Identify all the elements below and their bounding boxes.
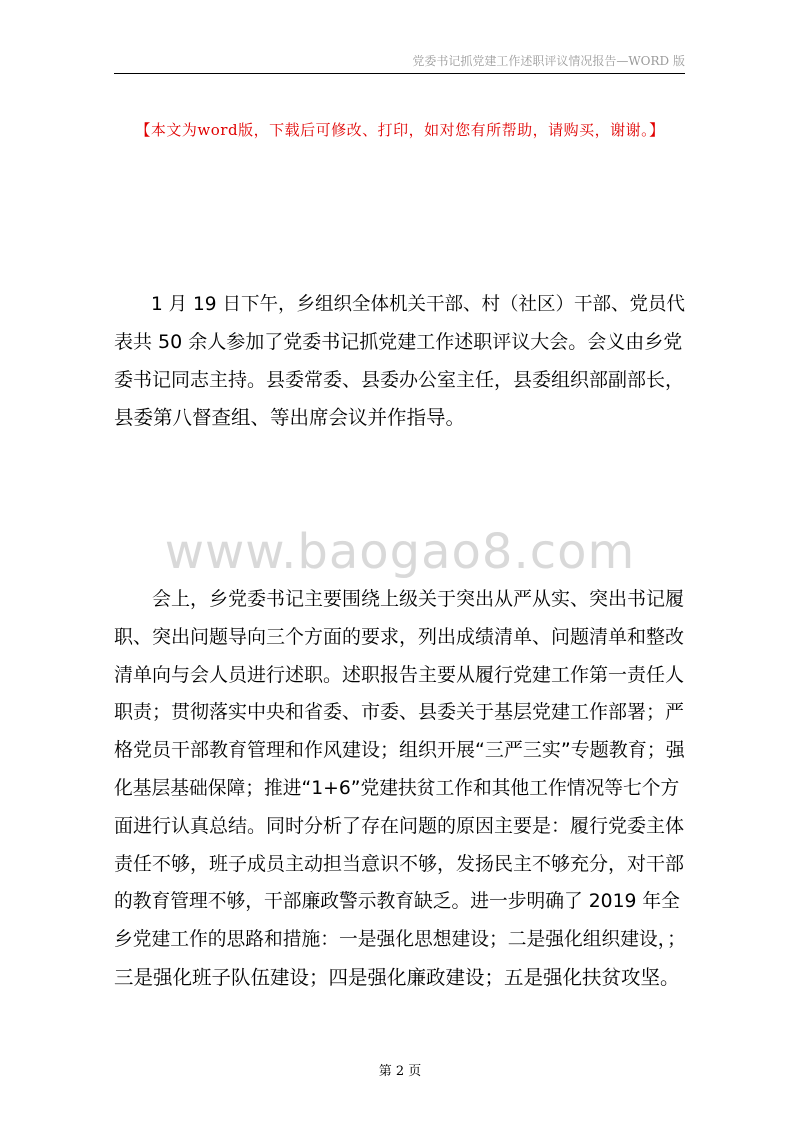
paragraph-line: 清单向与会人员进行述职。述职报告主要从履行党建工作第一责任人	[114, 663, 685, 686]
paragraph-line: 表共 50 余人参加了党委书记抓党建工作述职评议大会。会义由乡党	[114, 330, 683, 353]
paragraph-line: 委书记同志主持。县委常委、县委办公室主任，县委组织部副部长，	[114, 368, 685, 391]
paragraph-line: 1 月 19 日下午，乡组织全体机关干部、村（社区）干部、党员代	[114, 294, 685, 315]
paragraph-line: 面进行认真总结。同时分析了存在问题的原因主要是：履行党委主体	[114, 814, 685, 837]
paragraph-line: 县委第八督查组、等出席会议并作指导。	[114, 406, 466, 430]
page-number: 第 2 页	[378, 1064, 422, 1079]
paragraph-line: 的教育管理不够，干部廉政警示教育缺乏。进一步明确了 2019 年全	[114, 891, 680, 913]
paragraph-line: 职、突出问题导向三个方面的要求，列出成绩清单、问题清单和整改	[114, 625, 685, 648]
watermark: www.baogao8.com	[164, 524, 636, 580]
download-notice: 【本文为word版，下载后可修改、打印，如对您有所帮助，请购买，谢谢。】	[135, 121, 665, 139]
paragraph-2	[114, 581, 686, 997]
paragraph-line: 职责；贯彻落实中央和省委、市委、县委关于基层党建工作部署；严	[114, 701, 685, 724]
paragraph-line: 责任不够，班子成员主动担当意识不够，发扬民主不够充分，对干部	[114, 852, 685, 875]
paragraph-line: 会上，乡党委书记主要围绕上级关于突出从严从实、突出书记履	[114, 588, 685, 610]
paragraph-1	[114, 286, 686, 437]
paragraph-line: 化基层基础保障；推进“1+6”党建扶贫工作和其他工作情况等七个方	[114, 777, 680, 799]
paragraph-line: 格党员干部教育管理和作风建设；组织开展“三严三实”专题教育；强	[114, 739, 685, 762]
paragraph-line: 三是强化班子队伍建设；四是强化廉政建设；五是强化扶贫攻坚。	[114, 965, 680, 989]
running-header: 党委书记抓党建工作述职评议情况报告—WORD 版	[412, 54, 685, 68]
paragraph-line: 乡党建工作的思路和措施：一是强化思想建设；二是强化组织建设，；	[114, 929, 686, 951]
header-divider	[114, 73, 685, 74]
